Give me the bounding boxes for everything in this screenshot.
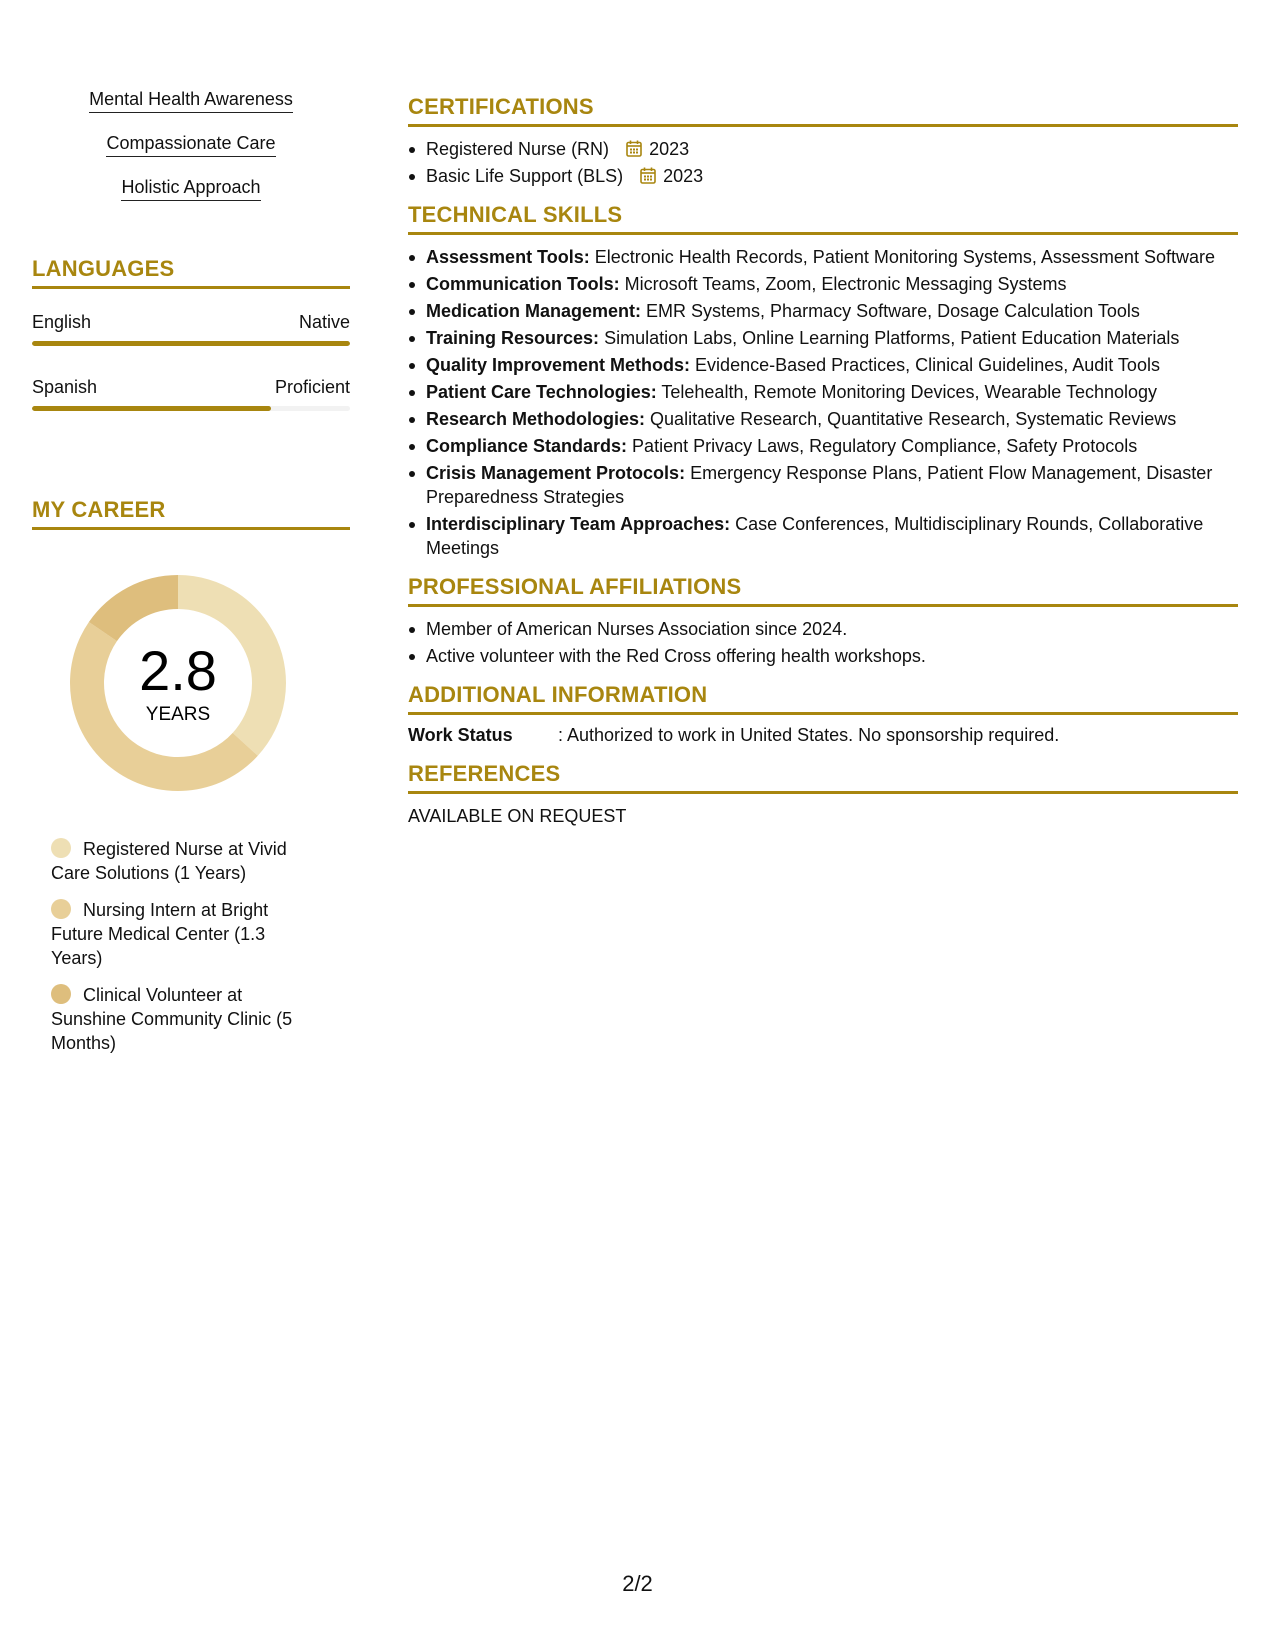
skill-item (408, 380, 1238, 404)
work-status-label: Work Status (408, 725, 513, 745)
language-name: Spanish (32, 377, 98, 397)
work-status-value: : Authorized to work in United States. No sponsorship required. (558, 725, 1060, 745)
certification-year: 2023 (649, 139, 690, 159)
right-column (408, 94, 1238, 842)
career-section (32, 497, 350, 1053)
skill-text: Emergency Response Plans, Patient Flow Management, Disaster Preparedness Strategies (426, 463, 1213, 507)
language-progress-fill (32, 341, 350, 346)
skill-label: Patient Care Technologies: (426, 382, 657, 402)
technical-skills-title: TECHNICAL SKILLS (408, 202, 1238, 235)
references-title: REFERENCES (408, 761, 1238, 794)
language-level: Native (298, 312, 350, 332)
skill-text: EMR Systems, Pharmacy Software, Dosage Calculation Tools (641, 301, 1140, 321)
skill-item (408, 512, 1238, 560)
certifications-section (408, 94, 1238, 188)
career-legend-item (51, 837, 321, 885)
legend-dot (51, 899, 71, 919)
career-legend-item (51, 983, 321, 1055)
certification-year: 2023 (663, 166, 704, 186)
additional-info-section (408, 682, 1238, 747)
certifications-list (408, 137, 1238, 188)
legend-dot (51, 838, 71, 858)
skill-label: Research Methodologies: (426, 409, 646, 429)
affiliation-item: Member of American Nurses Association since 2024. (408, 617, 1238, 641)
skill-label: Assessment Tools: (426, 247, 590, 267)
skill-text: Qualitative Research, Quantitative Research, Systematic Reviews (645, 409, 1177, 429)
career-total-unit: YEARS (145, 704, 211, 725)
language-level: Proficient (274, 377, 350, 397)
affiliation-item: Active volunteer with the Red Cross offering health workshops. (408, 644, 1238, 668)
affiliations-list (408, 617, 1238, 668)
skill-item (408, 245, 1238, 269)
legend-dot (51, 984, 71, 1004)
technical-skills-section (408, 202, 1238, 560)
language-progress-bar (32, 341, 350, 346)
references-text: AVAILABLE ON REQUEST (408, 806, 627, 826)
affiliations-section (408, 574, 1238, 668)
skill-label: Crisis Management Protocols: (426, 463, 686, 483)
certification-item (408, 164, 1238, 188)
skill-item (408, 299, 1238, 323)
skill-label: Interdisciplinary Team Approaches: (426, 514, 731, 534)
skill-label: Training Resources: (426, 328, 600, 348)
languages-title: LANGUAGES (32, 256, 350, 289)
skill-item (408, 407, 1238, 431)
skill-label: Compliance Standards: (426, 436, 628, 456)
skill-text: Telehealth, Remote Monitoring Devices, Wearable Technology (656, 382, 1158, 402)
certification-name: Registered Nurse (RN) (426, 139, 610, 159)
strengths-list (32, 88, 350, 220)
language-name: English (32, 312, 92, 332)
career-legend-item (51, 898, 321, 970)
certification-name: Basic Life Support (BLS) (426, 166, 624, 186)
skill-item (408, 272, 1238, 296)
donut-center (66, 571, 290, 795)
page-number: 2/2 (622, 1571, 653, 1596)
skill-item (408, 353, 1238, 377)
career-title: MY CAREER (32, 497, 350, 530)
skill-text: Simulation Labs, Online Learning Platforms, Patient Education Materials (599, 328, 1180, 348)
skill-text: Case Conferences, Multidisciplinary Rounds, Collaborative Meetings (426, 514, 1204, 558)
certifications-title: CERTIFICATIONS (408, 94, 1238, 127)
work-status-row (408, 723, 1238, 747)
career-legend-label: Nursing Intern at Bright Future Medical Center (1.3 Years) (51, 900, 269, 968)
skill-item (408, 326, 1238, 350)
skill-label: Communication Tools: (426, 274, 620, 294)
certification-item (408, 137, 1238, 161)
skill-text: Evidence-Based Practices, Clinical Guidelines, Audit Tools (690, 355, 1160, 375)
calendar-icon (640, 167, 656, 184)
skill-label: Quality Improvement Methods: (426, 355, 691, 375)
language-progress-bar (32, 406, 350, 411)
career-legend-label: Clinical Volunteer at Sunshine Community Clinic (5 Months) (51, 985, 293, 1053)
skill-text: Patient Privacy Laws, Regulatory Compliance, Safety Protocols (627, 436, 1138, 456)
languages-section (32, 256, 350, 411)
skill-text: Microsoft Teams, Zoom, Electronic Messaging Systems (619, 274, 1067, 294)
technical-skills-list (408, 245, 1238, 560)
additional-info-title: ADDITIONAL INFORMATION (408, 682, 1238, 715)
calendar-icon (626, 140, 642, 157)
strength-item: Mental Health Awareness (89, 88, 293, 113)
strength-item: Holistic Approach (121, 176, 260, 201)
references-section (408, 761, 1238, 828)
career-legend (51, 837, 321, 1068)
skill-label: Medication Management: (426, 301, 642, 321)
language-item (32, 376, 350, 411)
skill-item (408, 461, 1238, 509)
language-item (32, 311, 350, 346)
career-donut-chart (66, 571, 290, 795)
affiliations-title: PROFESSIONAL AFFILIATIONS (408, 574, 1238, 607)
language-progress-fill (32, 406, 271, 411)
career-total-years: 2.8 (139, 639, 217, 702)
strength-item: Compassionate Care (106, 132, 275, 157)
skill-item (408, 434, 1238, 458)
skill-text: Electronic Health Records, Patient Monitoring Systems, Assessment Software (589, 247, 1215, 267)
career-legend-label: Registered Nurse at Vivid Care Solutions (1 Years) (51, 839, 287, 883)
